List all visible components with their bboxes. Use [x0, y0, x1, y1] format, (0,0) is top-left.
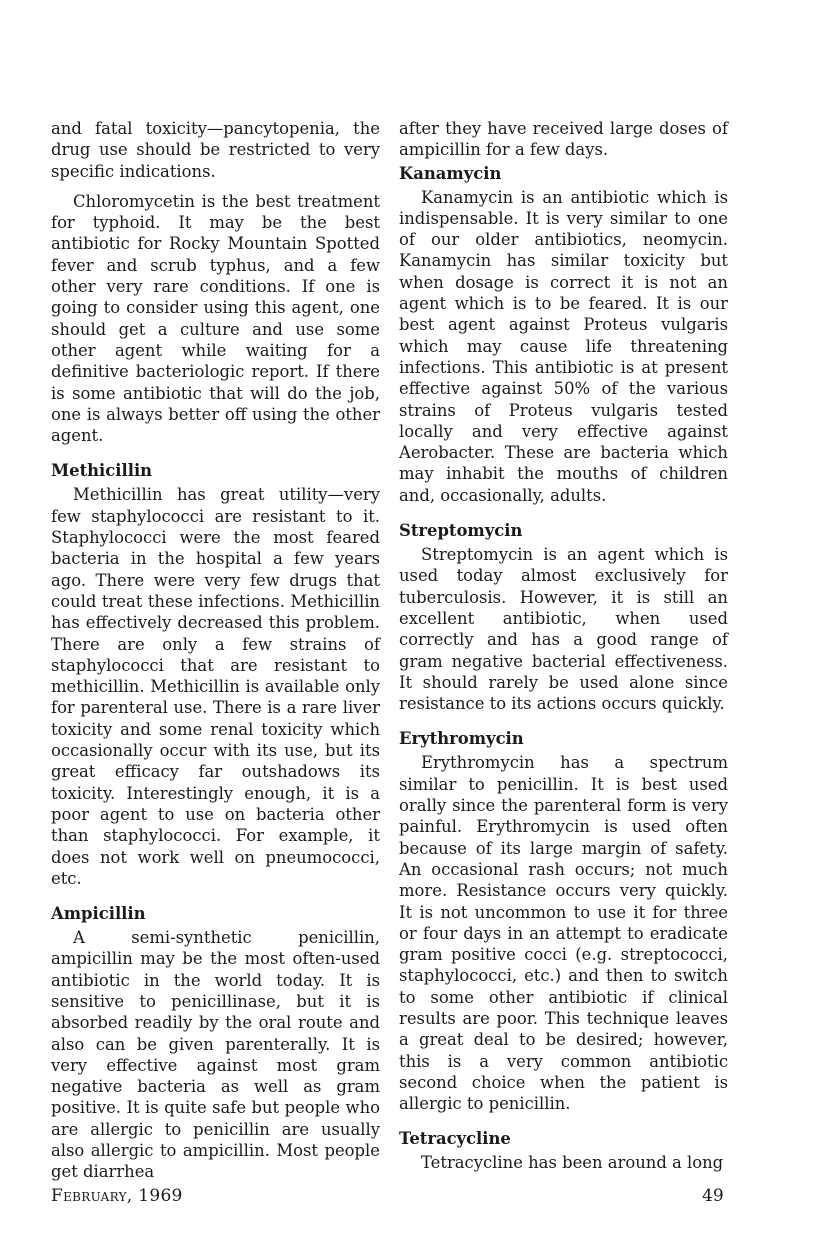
- chloromycetin-paragraph: Chloromycetin is the best treatment for typhoid. It may be the best antibiotic for Rocky Mountain Spotted fever and scrub typhus, and a few other very rare conditions. If one is going to consider using this agent, one should get a culture and use some other agent while waiting for a definitive bacteriologic report. If there is some antibiotic that will do the job, one is always better off using the other agent.: [51, 191, 380, 446]
- streptomycin-heading: Streptomycin: [399, 521, 523, 541]
- tetracycline-paragraph: Tetracycline has been around a long: [421, 1153, 724, 1173]
- ampicillin-heading: Ampicillin: [51, 904, 146, 924]
- kanamycin-paragraph: Kanamycin is an antibiotic which is indispensable. It is very similar to one of our older antibiotics, neomycin. Kanamycin has similar toxicity but when dosage is correct it is not an agent which is to be feared. It is our best agent against Proteus vulgaris which may cause life threatening infections. This antibiotic is at present effective against 50% of the various strains of Proteus vulgaris tested locally and very effective against Aerobacter. These are bacteria which may inhabit the mouths of children and, occasionally, adults.: [399, 187, 728, 505]
- footer-date: February, 1969: [51, 1186, 183, 1206]
- intro-paragraph: and fatal toxicity—pancytopenia, the drug use should be restricted to very specific indications.: [51, 119, 380, 181]
- streptomycin-paragraph: Streptomycin is an agent which is used today almost exclusively for tuberculosis. However, it is still an excellent antibiotic, when used correctly and has a good range of gram negative bacterial effectiveness. It should rarely be used alone since resistance to its actions occurs quickly.: [399, 545, 728, 714]
- continued-paragraph: after they have received large doses of ampicillin for a few days.: [399, 119, 728, 160]
- erythromycin-heading: Erythromycin: [399, 729, 524, 749]
- methicillin-paragraph: Methicillin has great utility—very few staphylococci are resistant to it. Staphylococci were the most feared bacteria in the hospital a few years ago. There were very few drugs that could treat these infections. Methicillin has effectively decreased this problem. There are only a few strains of staphylococci that are resistant to methicillin. Methicillin is available only for parenteral use. There is a rare liver toxicity and some renal toxicity which occasionally occur with its use, but its great efficacy far outshadows its toxicity. Interestingly enough, it is a poor agent to use on bacteria other than staphylococci. For example, it does not work well on pneumococci, etc.: [51, 485, 380, 888]
- tetracycline-heading: Tetracycline: [399, 1129, 511, 1149]
- methicillin-heading: Methicillin: [51, 461, 153, 481]
- left-column: [51, 118, 380, 1192]
- ampicillin-paragraph: A semi-synthetic penicillin, ampicillin may be the most often-used antibiotic in the world today. It is sensitive to penicillinase, but it is absorbed readily by the oral route and also can be given parenterally. It is very effective against most gram negative bacteria as well as gram positive. It is quite safe but people who are allergic to penicillin are usually also allergic to ampicillin. Most people get diarrhea: [51, 928, 380, 1182]
- kanamycin-heading: Kanamycin: [399, 163, 502, 183]
- page-number: 49: [702, 1186, 724, 1206]
- erythromycin-paragraph: Erythromycin has a spectrum similar to penicillin. It is best used orally since the parenteral form is very painful. Erythromycin is used often because of its large margin of safety. An occasional rash occurs; not much more. Resistance occurs very quickly. It is not uncommon to use it for three or four days in an attempt to eradicate gram positive cocci (e.g. streptococci, staphylococci, etc.) and then to switch to some other antibiotic if clinical results are poor. This technique leaves a great deal to be desired; however, this is a very common antibiotic second choice when the patient is allergic to penicillin.: [399, 753, 728, 1114]
- right-column: [399, 118, 728, 1183]
